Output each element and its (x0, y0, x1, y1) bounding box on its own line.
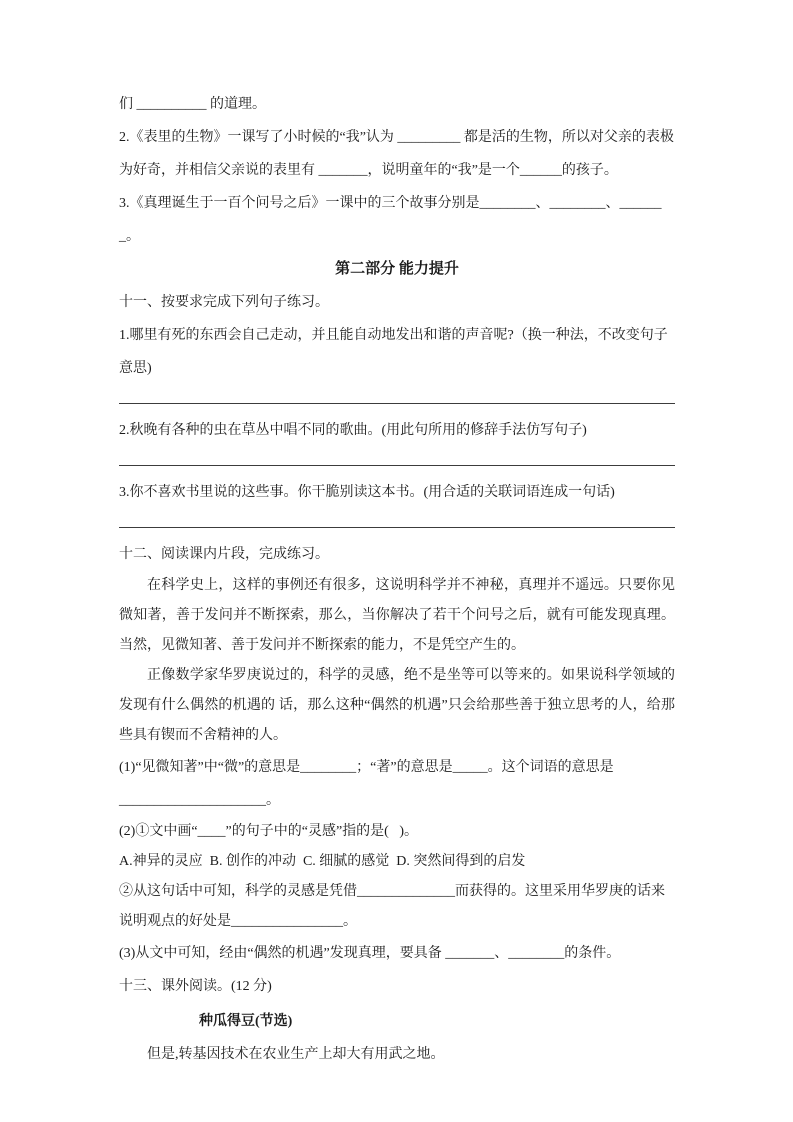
section-11-heading: 十一、按要求完成下列句子练习。 (119, 295, 329, 310)
answer-blank-line-3 (119, 527, 675, 528)
passage-paragraph-2: 正像数学家华罗庚说过的，科学的灵感，绝不是坐等可以等来的。如果说科学领域的发现有什么偶然的机遇的 话，那么这种“偶然的机遇”只会给那些善于独立思考的人，给那些具有锲而不舍精神的人。 (119, 668, 675, 743)
reading-passage-title: 种瓜得豆(节选) (199, 1014, 293, 1029)
section-13-heading: 十三、课外阅读。(12 分) (119, 979, 272, 994)
section-12-sub2-options: A.神异的灵应 B. 创作的冲动 C. 细腻的感觉 D. 突然间得到的启发 (119, 854, 526, 869)
passage-paragraph-1: 在科学史上，这样的事例还有很多，这说明科学并不神秘，真理并不遥远。只要你见微知著，善于发问并不断探索，那么，当你解决了若干个问号之后，就有可能发现真理。 当然，见微知著、善于发问并不断探索的能力，不是凭空产生的。 (119, 578, 679, 653)
section-11-question-3: 3.你不喜欢书里说的这些事。你干脆别读这本书。(用合适的关联词语连成一句话) (119, 485, 615, 500)
section-11-question-2: 2.秋晚有各种的虫在草丛中唱不同的歌曲。(用此句所用的修辞手法仿写句子) (119, 423, 587, 438)
section-12-heading: 十二、阅读课内片段，完成练习。 (119, 547, 329, 562)
question-3-fill-blank: 3.《真理诞生于一百个问号之后》一课中的三个故事分别是________、________、_______。 (119, 196, 662, 244)
question-10-continuation: 们 __________ 的道理。 (119, 97, 266, 112)
section-12-sub3: (3)从文中可知，经由“偶然的机遇”发现真理，要具备 _______、________的条件。 (119, 946, 621, 961)
exam-content (119, 88, 679, 1071)
section-11-question-1: 1.哪里有死的东西会自己走动，并且能自动地发出和谐的声音呢?（换一种法，不改变句子意思) (119, 328, 668, 376)
answer-blank-line-1 (119, 403, 675, 404)
section-12-sub1-line1: (1)“见微知著”中“微”的意思是________；“著”的意思是_____。这个词语的意思是 (119, 760, 614, 775)
answer-blank-line-2 (119, 465, 675, 466)
section-12-sub1-line2: _____________________。 (119, 793, 280, 808)
section-2-title: 第二部分 能力提升 (335, 261, 459, 277)
question-2-fill-blank: 2.《表里的生物》一课写了小时候的“我”认为 _________ 都是活的生物，所以对父亲的表极为好奇，并相信父亲说的表里有 _______，说明童年的“我”是一个______的孩子。 (119, 130, 674, 178)
section-12-sub2-part2: ②从这句话中可知，科学的灵感是凭借______________而获得的。这里采用华罗庚的话来说明观点的好处是________________。 (119, 884, 665, 929)
section-12-sub2-question: (2)①文中画“____”的句子中的“灵感”指的是( )。 (119, 824, 419, 839)
reading-passage-first-line: 但是,转基因技术在农业生产上却大有用武之地。 (147, 1047, 445, 1062)
